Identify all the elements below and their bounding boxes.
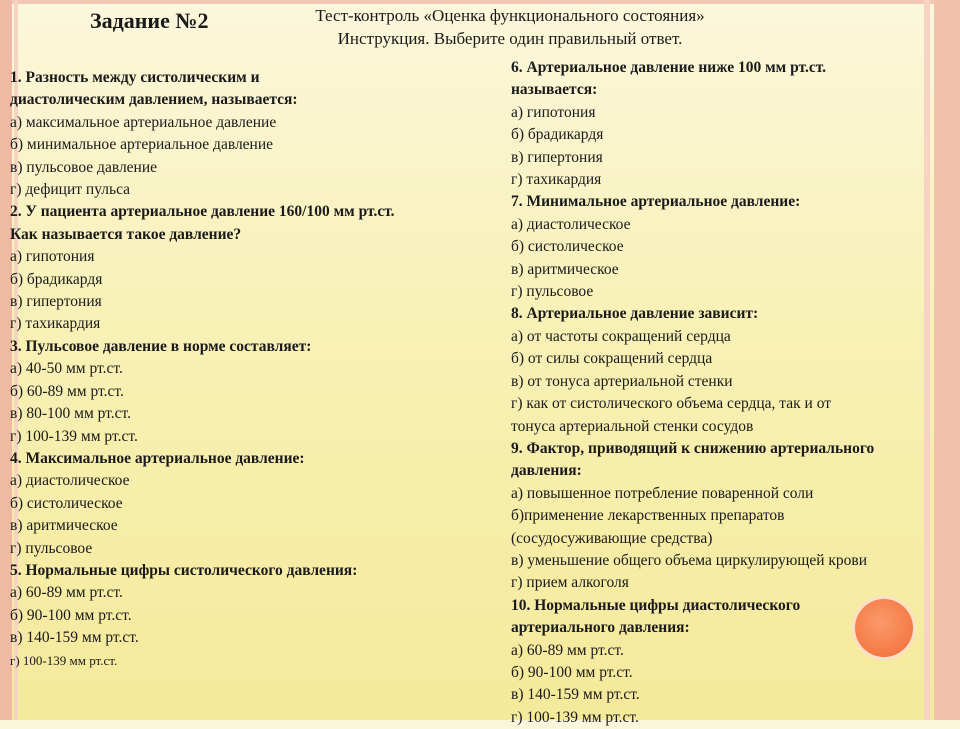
test-header [250, 4, 770, 50]
test-title: Тест-контроль «Оценка функционального состояния» [315, 6, 705, 25]
question-line: 8. Артериальное давление зависит: [511, 305, 759, 323]
answer-option: а) 60-89 мм рт.ст. [511, 641, 624, 659]
answer-option: б) брадикардя [10, 270, 103, 288]
answer-option: а) повышенное потребление поваренной соли [511, 484, 814, 502]
answer-option: в) аритмическое [511, 260, 619, 278]
question-line: 4. Максимальное артериальное давление: [10, 449, 305, 467]
answer-option: б) 60-89 мм рт.ст. [10, 382, 124, 400]
answer-option: б)применение лекарственных препаратов [511, 507, 785, 525]
answer-option: в) 80-100 мм рт.ст. [10, 405, 132, 423]
answer-option: в) пульсовое давление [10, 158, 158, 176]
question-line: 2. У пациента артериальное давление 160/100 мм рт.ст. [10, 203, 395, 221]
question-line: 6. Артериальное давление ниже 100 мм рт.ст. [511, 59, 827, 76]
answer-option: а) 60-89 мм рт.ст. [10, 584, 123, 602]
answer-option: г) как от систолического объема сердца, так и от [511, 395, 832, 413]
answer-option: в) гипертония [511, 148, 603, 166]
question-line: 9. Фактор, приводящий к снижению артериального [511, 439, 875, 457]
answer-option: г) прием алкоголя [511, 574, 629, 592]
answer-option: а) гипотония [511, 103, 596, 121]
answer-option: в) 140-159 мм рт.ст. [10, 629, 139, 647]
answer-option: б) минимальное артериальное давление [10, 136, 274, 154]
answer-option: а) гипотония [10, 248, 95, 266]
answer-option: в) от тонуса артериальной стенки [511, 372, 733, 390]
answer-option: а) диастолическое [511, 215, 631, 233]
answer-option: б) от силы сокращений сердца [511, 350, 713, 368]
question-line: 1. Разность между систолическим и [10, 69, 260, 86]
answer-option: г) пульсовое [511, 283, 594, 301]
answer-option: в) аритмическое [10, 517, 118, 535]
answer-option: в) 140-159 мм рт.ст. [511, 686, 640, 704]
answer-option: б) систолическое [10, 494, 123, 512]
question-line: называется: [511, 81, 598, 99]
answer-option: а) максимальное артериальное давление [10, 113, 277, 131]
question-line: 3. Пульсовое давление в норме составляет: [10, 337, 312, 355]
question-line: 7. Минимальное артериальное давление: [511, 193, 801, 211]
answer-option: б) 90-100 мм рт.ст. [511, 663, 633, 681]
answer-option: б) систолическое [511, 238, 624, 256]
answer-option: в) гипертония [10, 293, 102, 311]
question-line: давления: [511, 462, 582, 480]
answer-option: г) 100-139 мм рт.ст. [511, 708, 639, 726]
answer-option: г) 100-139 мм рт.ст. [10, 652, 118, 668]
answer-option: г) пульсовое [10, 539, 93, 557]
answer-option: а) от частоты сокращений сердца [511, 327, 731, 345]
answer-option: а) 40-50 мм рт.ст. [10, 360, 123, 378]
question-line: диастолическим давлением, называется: [10, 91, 298, 109]
task-title: Задание №2 [90, 8, 209, 33]
answer-option: (сосудосуживающие средства) [511, 529, 713, 547]
question-line: 10. Нормальные цифры диастолического [511, 596, 801, 614]
answer-option: г) тахикардия [511, 171, 602, 189]
questions-left-column [10, 67, 500, 672]
question-line: Как называется такое давление? [10, 225, 242, 243]
question-line: артериального давления: [511, 619, 690, 637]
answer-option: в) уменьшение общего объема циркулирующей крови [511, 551, 868, 569]
answer-option: а) диастолическое [10, 472, 130, 490]
answer-option: тонуса артериальной стенки сосудов [511, 417, 754, 435]
question-line: 5. Нормальные цифры систолического давления: [10, 561, 358, 579]
answer-option: б) 90-100 мм рт.ст. [10, 606, 132, 624]
answer-option: г) 100-139 мм рт.ст. [10, 427, 138, 445]
test-instruction: Инструкция. Выберите один правильный ответ. [337, 29, 683, 48]
answer-option: г) тахикардия [10, 315, 101, 333]
answer-option: г) дефицит пульса [10, 181, 131, 199]
answer-option: б) брадикардя [511, 126, 604, 144]
decorative-orange-circle [855, 599, 913, 657]
